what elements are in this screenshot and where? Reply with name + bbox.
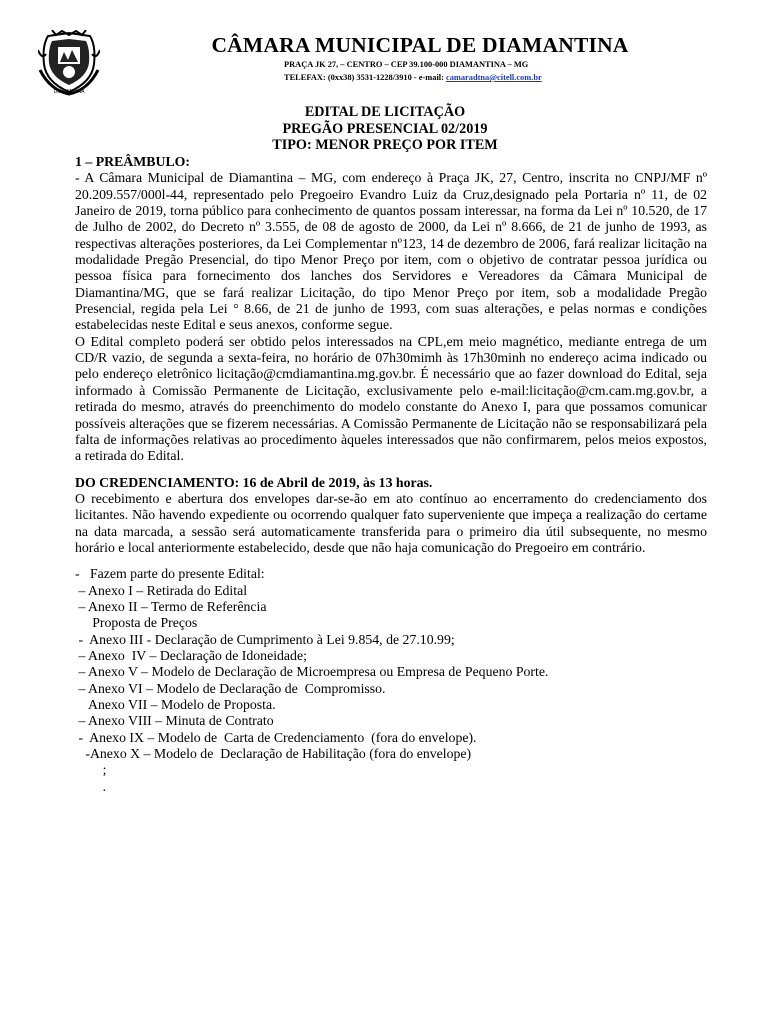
edital-line-2: PREGÃO PRESENCIAL 02/2019 <box>282 120 488 137</box>
header-email-link[interactable]: camaradtna@citell.com.br <box>445 73 542 82</box>
document-body <box>75 154 707 795</box>
list-item: - Anexo IX – Modelo de Carta de Credenciamento (fora do envelope). <box>75 729 477 745</box>
list-item: – Anexo II – Termo de Referência <box>75 598 267 614</box>
list-item: Anexo VII – Modelo de Proposta. <box>75 697 276 712</box>
header-phone: TELEFAX: (0xx38) 3531-1228/3910 - e-mail: <box>284 73 446 82</box>
preambulo-paragraph-2: O Edital completo poderá ser obtido pelos interessados na CPL,em meio magnético, mediante entrega de um CD/R vazio, de segunda a sexta-feira, no horário de 07h30mimh às 17h30minh no endereço acima indicado ou pelo endereço eletrônico licitação@cmdiamantina.mg.gov.br. É necessário que ao fazer download do Edital, seja informado à Comissão Permanente de Licitação, exclusivamente pelo e-mail:licitação@cm.cam.mg.gov.br, a retirada do mesmo, através do preenchimento do modelo constante do Anexo I, para que possamos comunicar possíveis alterações que se fizerem necessárias. A Comissão Permanente de Licitação não se responsabilizará pela falta de informações relativas ao procedimento àqueles interessados que não confirmarem, pelos meios expostos, a retirada do Edital. <box>75 333 707 464</box>
header-address: PRAÇA JK 27, – CENTRO – CEP 39.100-000 DIAMANTINA – MG <box>284 60 529 69</box>
list-item: – Anexo V – Modelo de Declaração de Microempresa ou Empresa de Pequeno Porte. <box>75 664 549 680</box>
preambulo-heading: 1 – PREÂMBULO: <box>75 154 190 169</box>
list-item: – Anexo VI – Modelo de Declaração de Compromisso. <box>75 680 386 696</box>
list-item: Proposta de Preços <box>75 615 198 631</box>
credenciamento-paragraph: O recebimento e abertura dos envelopes dar-se-ão em ato contínuo ao encerramento do credenciamento dos licitantes. Não havendo expediente ou ocorrendo qualquer fato superveniente que impeça a realização do certame na data marcada, a sessão será automaticamente transferida para o primeiro dia útil subsequente, no mesmo horário e local anteriormente estabelecido, desde que não haja comunicação do Pregoeiro em contrário. <box>75 490 707 555</box>
credenciamento-heading: DO CREDENCIAMENTO: 16 de Abril de 2019, às 13 horas. <box>75 474 433 490</box>
page-title: CÂMARA MUNICIPAL DE DIAMANTINA <box>211 33 629 57</box>
anexos-list <box>75 566 707 795</box>
list-item: . <box>75 778 107 794</box>
list-item: - Anexo III - Declaração de Cumprimento à Lei 9.854, de 27.10.99; <box>75 631 455 647</box>
list-item: ; <box>75 762 107 778</box>
header-contact <box>284 73 542 82</box>
preambulo-paragraph-1: - A Câmara Municipal de Diamantina – MG, com endereço à Praça JK, 27, Centro, inscrita no CNPJ/MF nº 20.209.557/000l-44, representado pelo Pregoeiro Evandro Luiz da Cruz,designado pela Portaria nº 11, de 02 Janeiro de 2019, torna público para conhecimento de quantos possam interessar, na forma da Lei nº 10.520, de 17 de Julho de 2002, do Decreto nº 3.555, de 08 de agosto de 2000, da Lei nº 8.666, de 21 de junho de 1993, as respectivas alterações posteriores, da Lei Complementar nº123, 14 de dezembro de 2006, fará realizar licitação na modalidade Pregão Presencial, do tipo Menor Preço por item, com o objetivo de contratar pessoa jurídica ou pessoa física para fornecimento dos lanches dos Servidores e Vereadores da Câmara Municipal de Diamantina/MG, que se fará realizar Licitação, do tipo Menor Preço por item, sob a modalidade Pregão Presencial, regida pela Lei ° 8.66, de 21 de junho de 1993, com suas alterações, e pelas normas e condições estabelecidas neste Edital e seus anexos, conforme segue. <box>75 170 707 333</box>
svg-text:DIAMANTINA: DIAMANTINA <box>53 89 85 95</box>
list-item: – Anexo IV – Declaração de Idoneidade; <box>75 647 307 663</box>
list-item: – Anexo VIII – Minuta de Contrato <box>75 713 274 729</box>
edital-title-block <box>0 104 770 154</box>
edital-line-3: TIPO: MENOR PREÇO POR ITEM <box>272 137 498 153</box>
list-item: – Anexo I – Retirada do Edital <box>75 582 248 598</box>
list-item: -Anexo X – Modelo de Declaração de Habilitação (fora do envelope) <box>75 746 472 762</box>
edital-line-1: EDITAL DE LICITAÇÃO <box>304 104 466 120</box>
list-item: - Fazem parte do presente Edital: <box>75 566 265 582</box>
